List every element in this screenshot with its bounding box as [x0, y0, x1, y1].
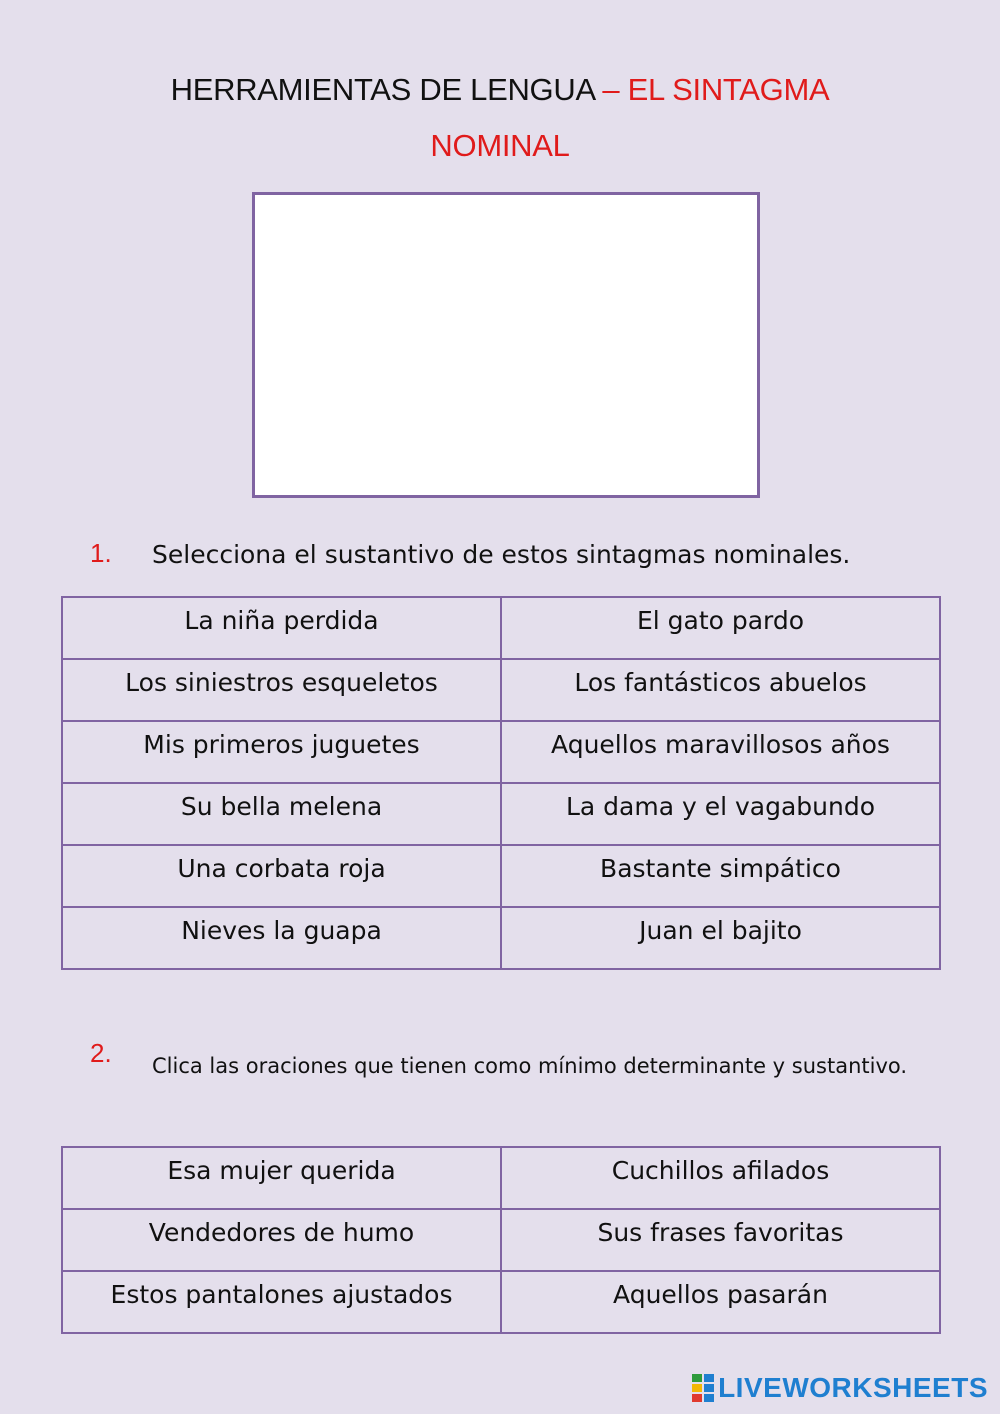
sentence-cell[interactable]: Aquellos pasarán	[501, 1271, 940, 1333]
sentence-cell[interactable]: Sus frases favoritas	[501, 1209, 940, 1271]
phrase-cell[interactable]: El gato pardo	[501, 597, 940, 659]
table-row	[62, 659, 940, 721]
question-1-number: 1.	[90, 538, 112, 568]
phrase-cell[interactable]: La niña perdida	[62, 597, 501, 659]
liveworksheets-logo[interactable]	[692, 1372, 988, 1404]
question-1-text: Selecciona el sustantivo de estos sintagmas nominales.	[152, 540, 851, 569]
table-row	[62, 1209, 940, 1271]
table-row	[62, 783, 940, 845]
title-part-black: HERRAMIENTAS DE LENGUA	[170, 72, 603, 107]
liveworksheets-logo-icon	[692, 1374, 714, 1402]
table-row	[62, 1271, 940, 1333]
phrase-cell[interactable]: Los siniestros esqueletos	[62, 659, 501, 721]
table-row	[62, 845, 940, 907]
table-row	[62, 721, 940, 783]
phrase-cell[interactable]: La dama y el vagabundo	[501, 783, 940, 845]
phrase-cell[interactable]: Juan el bajito	[501, 907, 940, 969]
phrase-cell[interactable]: Bastante simpático	[501, 845, 940, 907]
sentence-cell[interactable]: Vendedores de humo	[62, 1209, 501, 1271]
question-2-text: Clica las oraciones que tienen como mínimo determinante y sustantivo.	[152, 1054, 908, 1078]
worksheet-title	[0, 62, 1000, 174]
phrase-cell[interactable]: Mis primeros juguetes	[62, 721, 501, 783]
table-row	[62, 1147, 940, 1209]
image-placeholder	[252, 192, 760, 498]
phrase-cell[interactable]: Nieves la guapa	[62, 907, 501, 969]
question-1-table	[61, 596, 941, 970]
title-line-1	[0, 62, 1000, 118]
sentence-cell[interactable]: Esa mujer querida	[62, 1147, 501, 1209]
table-row	[62, 597, 940, 659]
question-2-table	[61, 1146, 941, 1334]
title-part-red: – EL SINTAGMA	[602, 72, 830, 107]
sentence-cell[interactable]: Cuchillos afilados	[501, 1147, 940, 1209]
phrase-cell[interactable]: Aquellos maravillosos años	[501, 721, 940, 783]
table-row	[62, 907, 940, 969]
phrase-cell[interactable]: Los fantásticos abuelos	[501, 659, 940, 721]
title-line-2: NOMINAL	[430, 128, 570, 163]
question-2-number: 2.	[90, 1038, 112, 1068]
phrase-cell[interactable]: Una corbata roja	[62, 845, 501, 907]
phrase-cell[interactable]: Su bella melena	[62, 783, 501, 845]
liveworksheets-logo-text: LIVEWORKSHEETS	[718, 1372, 988, 1403]
sentence-cell[interactable]: Estos pantalones ajustados	[62, 1271, 501, 1333]
